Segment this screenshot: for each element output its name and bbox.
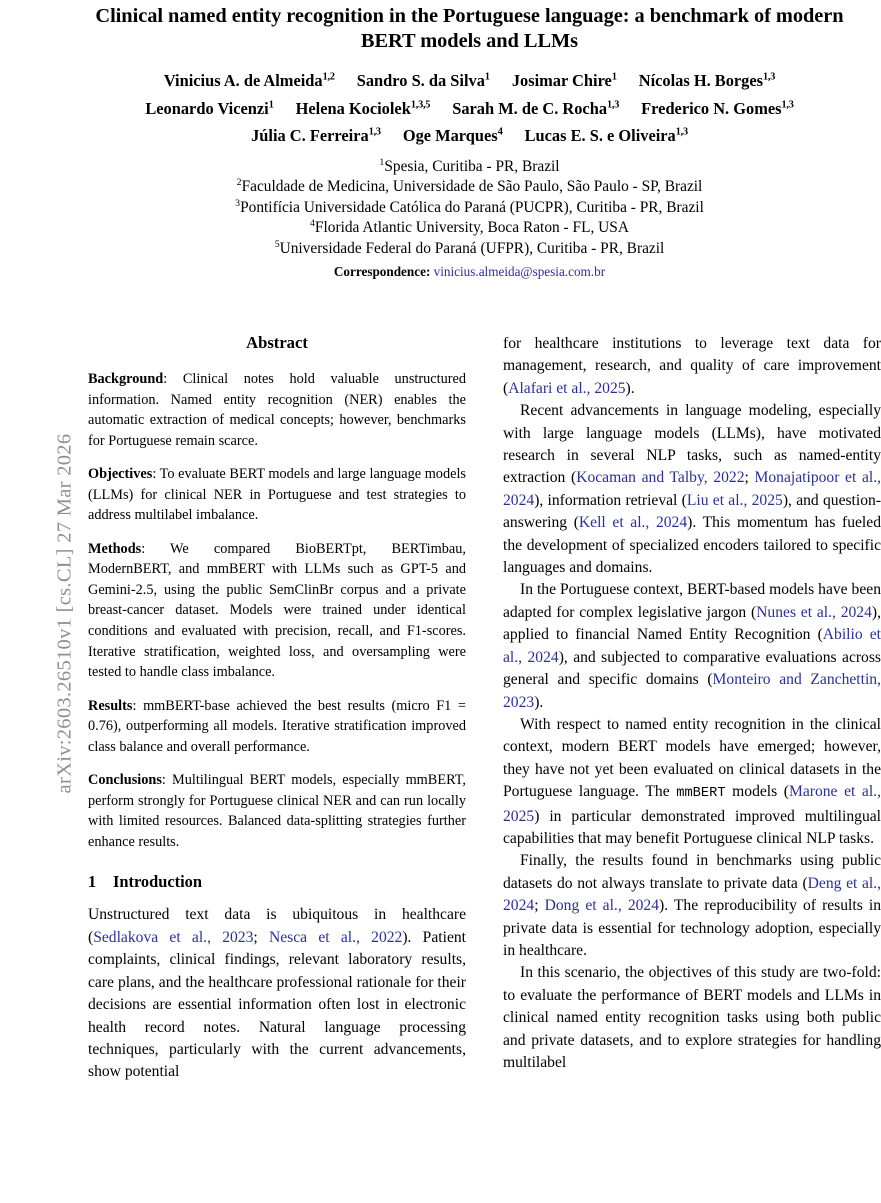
author-entry: [452, 95, 619, 123]
author-affiliation-marker: 4: [497, 126, 503, 138]
citation-link[interactable]: Alafari et al., 2025: [508, 379, 626, 397]
author-name: Leonardo Vicenzi: [145, 98, 269, 118]
author-affiliation-marker: 1,3: [781, 99, 794, 111]
author-row: [58, 122, 881, 150]
intro-paragraph-portuguese-context: [503, 579, 881, 713]
portuguese-text-part2: ), applied to financial Named Entity Recognition (: [503, 603, 881, 644]
author-entry: [357, 67, 490, 95]
finally-text-part2: ). The reproducibility of results in private data is essential for technology adoption, especially in healthcare.: [503, 897, 881, 959]
citation-link[interactable]: Liu et al., 2025: [686, 491, 783, 509]
author-affiliation-marker: 1: [484, 71, 490, 83]
author-name: Sandro S. da Silva: [356, 71, 485, 90]
portuguese-text-part1: In the Portuguese context, BERT-based models have been adapted for complex legislative jargon (: [503, 581, 881, 621]
abstract-label-methods: Methods: [88, 540, 142, 557]
author-row: [58, 67, 881, 95]
author-name: Helena Kociolek: [295, 98, 411, 118]
scenario-text: In this scenario, the objectives of this study are two-fold: to evaluate the performance of BERT models and LLMs in clinical named entity recognition tasks using both public and private datasets, and to explore strategies for handling multilabel: [503, 964, 881, 1071]
recent-text-part3: ), and question-answering (: [503, 491, 881, 532]
page-title: Clinical named entity recognition in the Portuguese language: a benchmark of modern BERT models and LLMs: [95, 5, 844, 52]
author-name: Josimar Chire: [511, 71, 612, 90]
affiliation-index: 1: [379, 156, 385, 168]
author-affiliation-marker: 1,3: [368, 126, 381, 138]
portuguese-text-part3: ), and subjected to comparative evaluations across general and specific domains (: [503, 648, 881, 689]
author-entry: [403, 122, 503, 150]
affiliation-text: Pontifícia Universidade Católica do Paraná (PUCPR), Curitiba - PR, Brazil: [240, 198, 704, 216]
author-affiliation-marker: 1,3,5: [410, 99, 431, 111]
author-name: Frederico N. Gomes: [641, 98, 782, 118]
abstract-text-results: : mmBERT-base achieved the best results (micro F1 = 0.76), outperforming all models. Iterative stratification improved class balance and overall performance.: [88, 697, 466, 755]
citation-link[interactable]: Sedlakova et al., 2023: [93, 928, 254, 946]
affiliation-text: Florida Atlantic University, Boca Raton - FL, USA: [314, 219, 629, 237]
citation-link[interactable]: Marone et al., 2025: [503, 783, 881, 825]
finally-text-part1: Finally, the results found in benchmarks using public datasets do not always translate to private data (: [503, 852, 881, 892]
citation-link[interactable]: Dong et al., 2024: [544, 897, 660, 915]
author-affiliation-marker: 1,3: [763, 71, 776, 83]
abstract-label-objectives: Objectives: [88, 466, 153, 483]
author-entry: [164, 67, 335, 95]
abstract-label-results: Results: [88, 697, 133, 714]
continued-text-part1: for healthcare institutions to leverage text data for management, research, and quality of care improvement (: [503, 335, 881, 397]
title-block: [58, 0, 881, 280]
author-affiliation-marker: 1,3: [675, 126, 688, 138]
recent-text-part1: Recent advancements in language modeling, especially with large language models (LLMs), have motivated research in several NLP tasks, such as named-entity extraction (: [503, 402, 881, 487]
intro-paragraph-ner-clinical: [503, 714, 881, 850]
abstract-heading: Abstract: [246, 333, 308, 352]
author-entry: [296, 95, 431, 123]
abstract-paragraph-objectives: [88, 464, 466, 526]
affiliation-list: [58, 157, 881, 260]
affiliation-text: Universidade Federal do Paraná (UFPR), Curitiba - PR, Brazil: [279, 239, 665, 257]
author-entry: [639, 67, 775, 95]
author-entry: [145, 95, 273, 123]
intro-text-part1: Unstructured text data is ubiquitous in healthcare (: [88, 906, 466, 946]
author-name: Lucas E. S. e Oliveira: [524, 126, 676, 145]
affiliation-item: [58, 177, 881, 198]
abstract-label-conclusions: Conclusions: [88, 772, 162, 789]
intro-paragraph-continued: [503, 333, 881, 400]
intro-paragraph-recent-advancements: [503, 400, 881, 579]
abstract-text-conclusions: : Multilingual BERT models, especially mmBERT, perform strongly for Portuguese clinical NER and can run locally with limited resources. Balanced data-splitting strategies further enhance results.: [88, 772, 466, 850]
author-affiliation-marker: 1: [268, 99, 274, 111]
affiliation-item: [58, 218, 881, 239]
author-name: Nícolas H. Borges: [638, 71, 764, 90]
citation-separator: ;: [253, 928, 269, 946]
author-entry: [641, 95, 793, 123]
affiliation-index: 5: [274, 238, 280, 250]
author-name: Júlia C. Ferreira: [251, 126, 369, 145]
author-name: Sarah M. de C. Rocha: [452, 98, 608, 118]
abstract-text-objectives: : To evaluate BERT models and large language models (LLMs) for clinical NER in Portuguese and test strategies to address multilabel imbalance.: [88, 466, 466, 524]
ner-text-part2: models (: [725, 783, 789, 801]
citation-link[interactable]: Nunes et al., 2024: [756, 603, 872, 621]
author-entry: [251, 122, 381, 150]
citation-link[interactable]: Nesca et al., 2022: [269, 928, 403, 946]
left-column: [88, 333, 466, 1203]
citation-link[interactable]: Monteiro and Zanchettin, 2023: [503, 671, 881, 711]
arxiv-stamp: [0, 0, 76, 1200]
correspondence-label: Correspondence:: [333, 264, 431, 280]
correspondence: [58, 264, 881, 280]
intro-paragraph-1: [88, 904, 466, 1083]
abstract-paragraph-background: [88, 369, 466, 451]
author-name: Vinicius A. de Almeida: [163, 71, 323, 90]
author-row: [58, 95, 881, 123]
section-number: 1: [88, 872, 97, 892]
portuguese-text-part4: ).: [534, 693, 544, 711]
correspondence-email-link[interactable]: vinicius.almeida@spesia.com.br: [433, 264, 606, 280]
abstract-paragraph-conclusions: [88, 770, 466, 852]
citation-link[interactable]: Kocaman and Talby, 2022: [576, 469, 745, 487]
affiliation-text: Faculdade de Medicina, Universidade de São Paulo, São Paulo - SP, Brazil: [241, 178, 703, 196]
citation-link[interactable]: Monajatipoor et al., 2024: [503, 469, 881, 509]
intro-paragraph-scenario: [503, 962, 881, 1074]
citation-separator: ;: [744, 469, 755, 487]
abstract-text-background: : Clinical notes hold valuable unstructured information. Named entity recognition (NER) enables the automatic extraction of medical concepts; however, benchmarks for Portuguese remain scarce.: [88, 371, 466, 449]
ner-text-part1: With respect to named entity recognition in the clinical context, modern BERT models have emerged; however, they have not yet been evaluated on clinical datasets in the Portuguese language. The: [503, 715, 881, 801]
author-affiliation-marker: 1,3: [607, 99, 620, 111]
two-column-body: [88, 333, 881, 1203]
citation-link[interactable]: Abilio et al., 2024: [503, 626, 881, 666]
section-title: Introduction: [113, 872, 202, 892]
affiliation-index: 3: [235, 197, 241, 209]
abstract-paragraph-methods: [88, 539, 466, 683]
author-affiliation-marker: 1,2: [322, 71, 335, 83]
citation-link[interactable]: Deng et al., 2024: [503, 874, 881, 915]
abstract-label-background: Background: [88, 371, 164, 387]
ner-text-part3: ) in particular demonstrated improved multilingual capabilities that may benefit Portuguese clinical NLP tasks.: [503, 807, 881, 847]
affiliation-index: 2: [236, 176, 242, 188]
affiliation-index: 4: [310, 218, 315, 230]
affiliation-item: [58, 239, 881, 260]
author-list: [58, 67, 881, 150]
right-column: [503, 333, 881, 1203]
affiliation-text: Spesia, Curitiba - PR, Brazil: [384, 157, 560, 175]
paper-page: [58, 0, 881, 1200]
author-name: Oge Marques: [402, 126, 498, 145]
recent-text-part4: ). This momentum has fueled the development of specialized encoders tailored to specific languages and domains.: [503, 514, 881, 577]
author-entry: [512, 67, 617, 95]
section-heading-introduction: [88, 872, 466, 892]
continued-text-part2: ).: [625, 379, 635, 397]
abstract-paragraph-results: [88, 696, 466, 758]
model-name-mono: mmBERT: [676, 786, 726, 802]
abstract-text-methods: : We compared BioBERTpt, BERTimbau, ModernBERT, and mmBERT with LLMs such as GPT-5 and Gemini-2.5, using the public SemClinBr corpus and a private breast-cancer dataset. Models were trained under identical conditions and evaluated with precision, recall, and F1-scores. Iterative stratification, weighted loss, and oversampling were tested to handle class imbalance.: [88, 540, 466, 681]
arxiv-identifier-text: arXiv:2603.26510v1 [cs.CL] 27 Mar 2026: [53, 433, 76, 794]
intro-text-part2: ). Patient complaints, clinical findings, relevant laboratory results, care plans, and the healthcare professional rationale for their decisions are essential information often lost in electronic health record notes. Natural language processing techniques, particularly with the current advancements, show potential: [88, 928, 466, 1081]
author-entry: [525, 122, 688, 150]
affiliation-item: [58, 198, 881, 219]
citation-separator: ;: [534, 897, 545, 915]
affiliation-item: [58, 157, 881, 178]
intro-paragraph-finally: [503, 850, 881, 962]
recent-text-part2: ), information retrieval (: [534, 491, 687, 509]
author-affiliation-marker: 1: [611, 71, 617, 83]
citation-link[interactable]: Kell et al., 2024: [578, 514, 688, 532]
